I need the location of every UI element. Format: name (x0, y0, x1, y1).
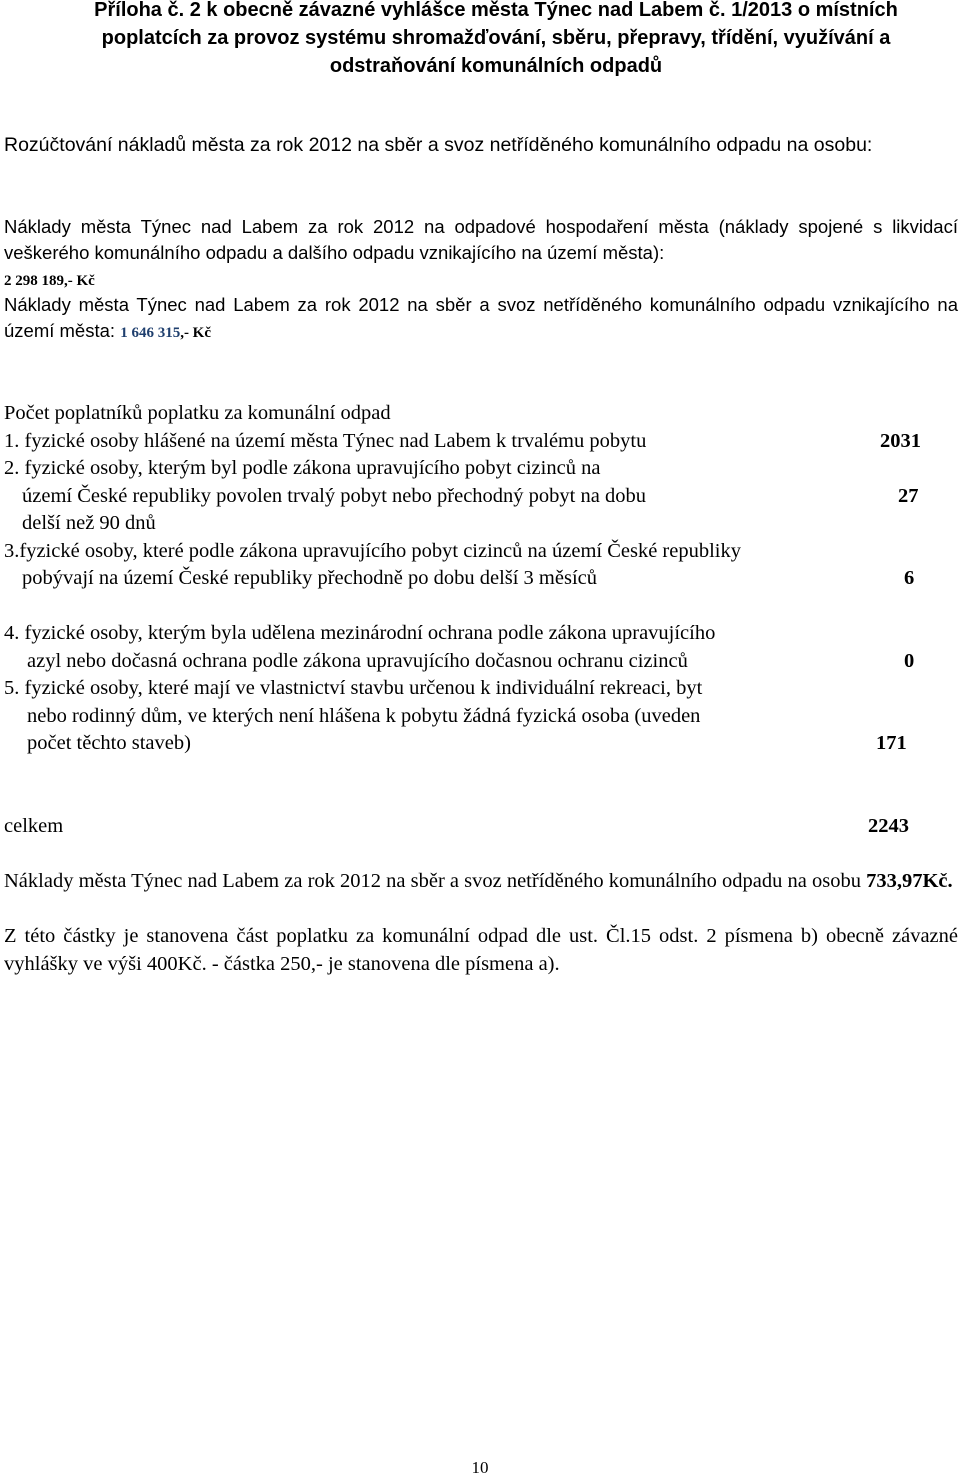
payer-item-3-count: 6 (904, 567, 915, 589)
costs-collection-text: Náklady města Týnec nad Labem za rok 2012 na sběr a svoz netříděného komunálního odpadu vznikajícího na území města: (4, 294, 958, 341)
payers-heading: Počet poplatníků poplatku za komunální odpad (4, 402, 391, 424)
payer-item-2-line-3: delší než 90 dnů (22, 512, 156, 534)
payer-item-4-line-2: azyl nebo dočasná ochrana podle zákona upravujícího dočasnou ochranu cizinců (27, 650, 688, 672)
per-person-text: Náklady města Týnec nad Labem za rok 2012 na sběr a svoz netříděného komunálního odpadu na osobu (4, 870, 861, 892)
costs-total-paragraph (4, 214, 958, 294)
payer-item-2-count: 27 (898, 485, 919, 507)
costs-total-amount: 2 298 189,- Kč (4, 273, 95, 289)
payer-item-4-count: 0 (904, 650, 915, 672)
document-subtitle: Rozúčtování nákladů města za rok 2012 na sběr a svoz netříděného komunálního odpadu na osobu: (4, 134, 873, 156)
costs-collection-amount-number: 1 646 315 (120, 325, 181, 341)
payer-item-2-line-2: území České republiky povolen trvalý pobyt nebo přechodný pobyt na dobu (22, 485, 646, 507)
payers-total-count: 2243 (868, 815, 909, 837)
costs-collection-amount-suffix: ,- Kč (180, 325, 212, 341)
per-person-paragraph (4, 867, 958, 895)
note-paragraph: Z této částky je stanovena část poplatku za komunální odpad dle ust. Čl.15 odst. 2 písmena b) obecně závazné vyhlášky ve výši 400Kč. - částka 250,- je stanovena dle písmena a). (4, 925, 958, 975)
payer-item-5-count: 171 (876, 732, 907, 754)
payers-total-label: celkem (4, 815, 64, 837)
payer-item-1-count: 2031 (880, 430, 921, 452)
per-person-amount: 733,97Kč. (866, 870, 953, 892)
payer-item-1-line-1: 1. fyzické osoby hlášené na území města Týnec nad Labem k trvalému pobytu (4, 430, 647, 452)
payer-item-3-line-2: pobývají na území České republiky přechodně po dobu delší 3 měsíců (22, 567, 598, 589)
page-number: 10 (471, 1458, 489, 1477)
payer-item-4-line-1: 4. fyzické osoby, kterým byla udělena mezinárodní ochrana podle zákona upravujícího (4, 622, 716, 644)
payer-item-3-line-1: 3.fyzické osoby, které podle zákona upravujícího pobyt cizinců na území České republiky (4, 540, 741, 562)
payer-item-5-line-3: počet těchto staveb) (27, 732, 191, 754)
payer-item-2-line-1: 2. fyzické osoby, kterým byl podle zákona upravujícího pobyt cizinců na (4, 457, 601, 479)
document-title: Příloha č. 2 k obecně závazné vyhlášce města Týnec nad Labem č. 1/2013 o místních poplatcích za provoz systému shromažďování, sběru, přepravy, třídění, využívání a odstraňování komunálních odpadů (94, 0, 898, 77)
payer-item-5-line-2: nebo rodinný dům, ve kterých není hlášena k pobytu žádná fyzická osoba (uveden (27, 705, 701, 727)
payer-item-5-line-1: 5. fyzické osoby, které mají ve vlastnictví stavbu určenou k individuální rekreaci, byt (4, 677, 703, 699)
costs-total-text: Náklady města Týnec nad Labem za rok 2012 na odpadové hospodaření města (náklady spojené s likvidací veškerého komunálního odpadu a dalšího odpadu vznikajícího na území města): (4, 216, 958, 263)
costs-collection-paragraph (4, 292, 958, 346)
